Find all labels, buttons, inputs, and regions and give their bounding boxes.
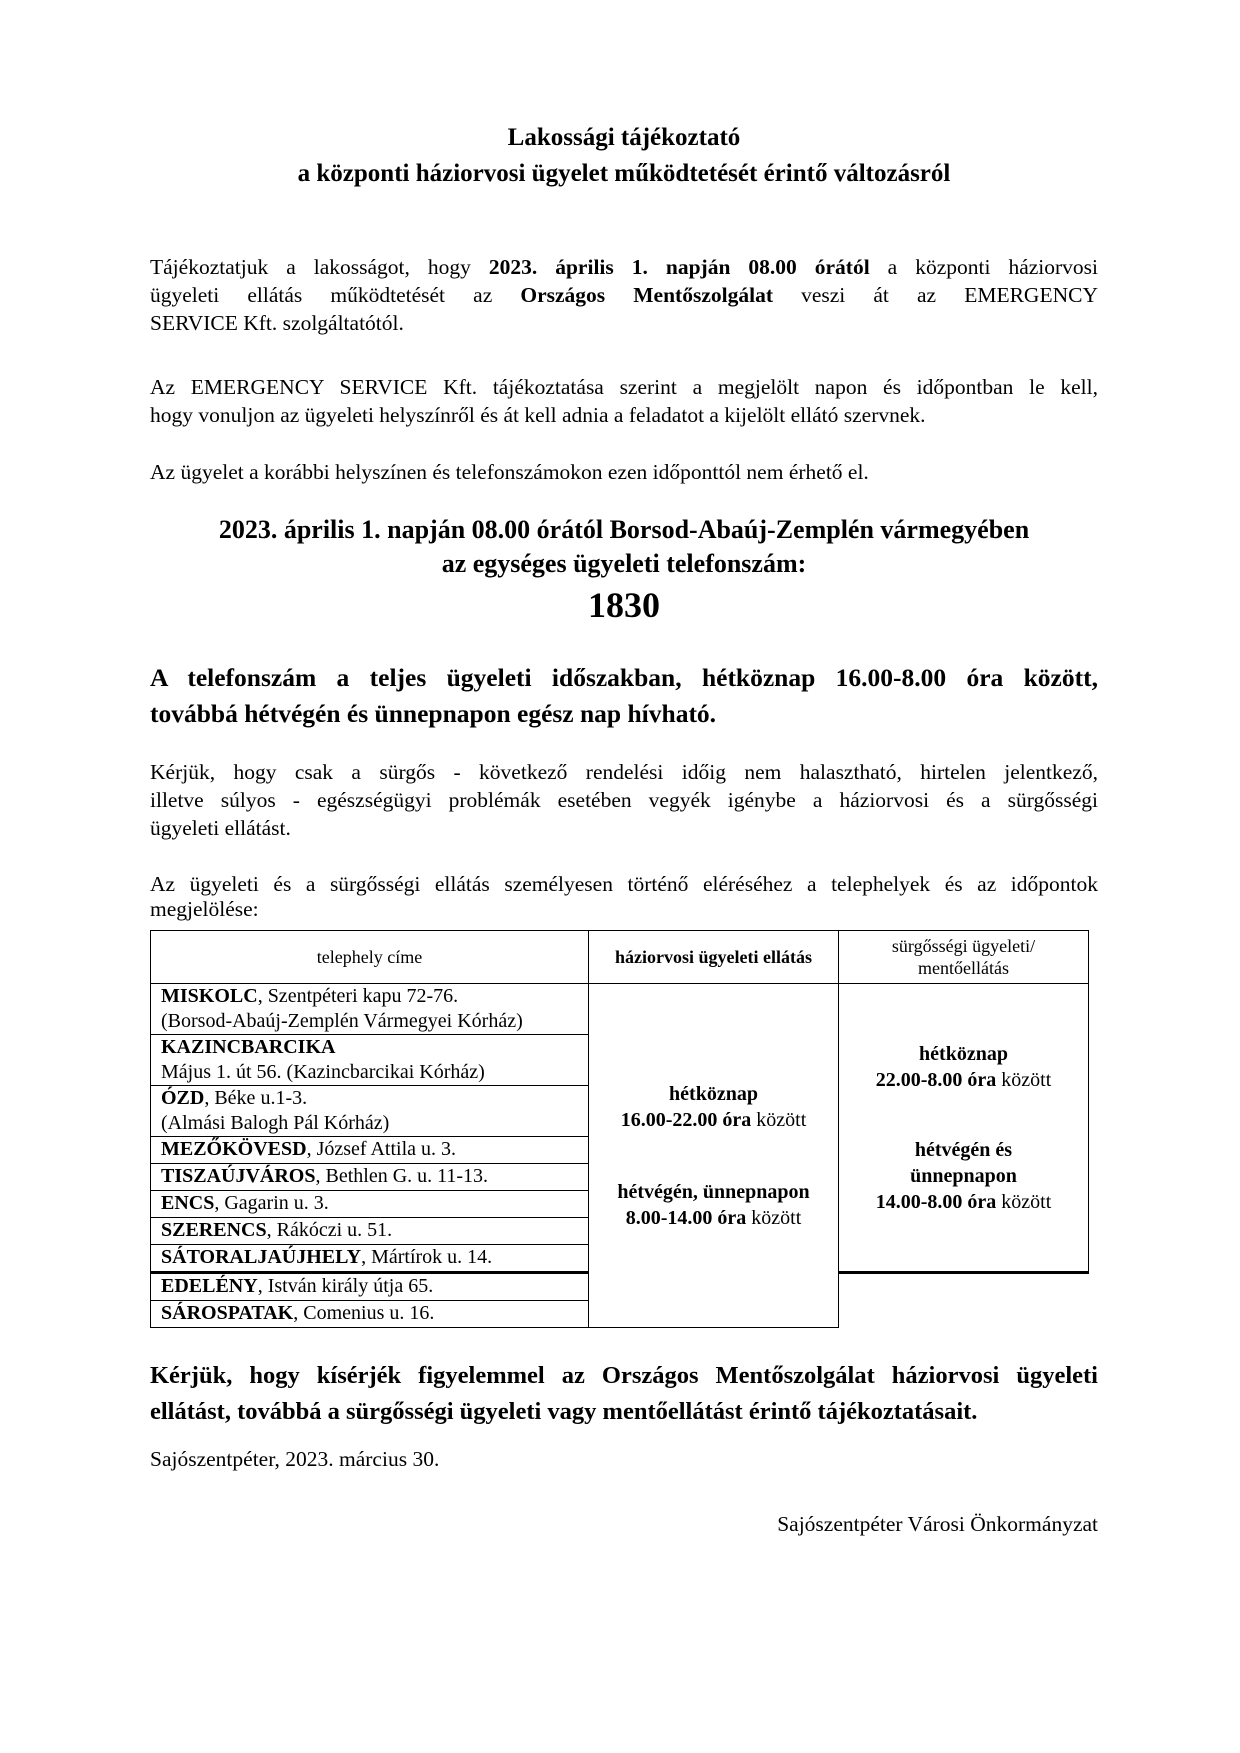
request-line-3: ügyeleti ellátást. [150, 816, 291, 840]
intro-line-1 [150, 253, 1098, 281]
address-cell [151, 1191, 589, 1218]
address-text: , József Attila u. 3. [306, 1138, 457, 1160]
date-text: Sajószentpéter, 2023. március 30. [150, 1447, 440, 1471]
table-intro [150, 872, 1098, 922]
availability-line-1: A telefonszám a teljes ügyeleti időszakban, hétköznap 16.00-8.00 óra között, [150, 663, 1098, 692]
city-name: TISZAÚJVÁROS [161, 1165, 316, 1187]
city-name: ÓZD [161, 1087, 205, 1109]
gp-weekday-suffix: között [751, 1108, 807, 1131]
closing-paragraph [150, 1358, 1098, 1430]
address-cell [151, 984, 589, 1035]
em-weekday-label: hétköznap [919, 1042, 1008, 1065]
header-emergency-line-2: mentőellátás [918, 958, 1009, 978]
table-intro-line-1: Az ügyeleti és a sürgősségi ellátás személyesen történő eléréséhez a telephelyek és az időpontok [150, 872, 1098, 896]
service-line-2: hogy vonuljon az ügyeleti helyszínről és át kell adnia a feladatot a kijelölt ellátó szervnek. [150, 403, 926, 427]
em-weekend-label-2: ünnepnapon [910, 1164, 1017, 1187]
address-text: , Comenius u. 16. [293, 1302, 435, 1324]
em-weekday-time: 22.00-8.00 óra [875, 1068, 997, 1091]
intro-line-3: SERVICE Kft. szolgáltatótól. [150, 311, 404, 335]
address-cell [151, 1164, 589, 1191]
gp-weekday-time: 16.00-22.00 óra [620, 1108, 752, 1131]
address-cell [151, 1218, 589, 1245]
address-text: , Mártírok u. 14. [361, 1246, 493, 1268]
address-cell [151, 1245, 589, 1273]
emergency-hours-cell [839, 984, 1089, 1273]
highlight-line-1: 2023. április 1. napján 08.00 órától Borsod-Abaúj-Zemplén vármegyében [218, 515, 1030, 544]
city-name: KAZINCBARCIKA [161, 1036, 336, 1058]
address-cell [151, 1301, 589, 1328]
title-line-2: a központi háziorvosi ügyelet működtetését érintő változásról [297, 160, 951, 187]
service-paragraph [150, 373, 1098, 429]
city-name: MISKOLC [161, 985, 258, 1007]
city-name: EDELÉNY [161, 1275, 258, 1297]
table-row [151, 984, 1089, 1035]
provider-name: Országos Mentőszolgálat [520, 283, 773, 307]
city-name: ENCS [161, 1192, 215, 1214]
header-address: telephely címe [151, 931, 589, 984]
gp-weekday-label: hétköznap [669, 1082, 758, 1105]
title-line-1: Lakossági tájékoztató [507, 124, 741, 151]
header-gp: háziorvosi ügyeleti ellátás [589, 931, 839, 984]
service-line-1: Az EMERGENCY SERVICE Kft. tájékoztatása szerint a megjelölt napon és időpontban le kell, [150, 375, 1098, 399]
gp-weekend-suffix: között [746, 1206, 802, 1229]
address-cell [151, 1273, 589, 1301]
availability-line-2: továbbá hétvégén és ünnepnapon egész nap hívható. [150, 699, 717, 728]
city-name: SZERENCS [161, 1219, 267, 1241]
address-text: , Szentpéteri kapu 72-76. [257, 985, 459, 1007]
address-text: , Béke u.1-3. [204, 1087, 308, 1109]
city-name: SÁTORALJAÚJHELY [161, 1246, 362, 1268]
request-paragraph [150, 758, 1098, 842]
intro-text: Tájékoztatjuk a lakosságot, hogy [150, 255, 489, 279]
address-text: , István király útja 65. [257, 1275, 434, 1297]
gp-hours-cell [589, 984, 839, 1328]
effective-date: 2023. április 1. napján 08.00 órától [488, 255, 870, 279]
phone-number: 1830 [588, 585, 660, 625]
address-cell [151, 1086, 589, 1137]
address-detail: Május 1. út 56. (Kazincbarcikai Kórház) [161, 1061, 485, 1083]
city-name: MEZŐKÖVESD [161, 1138, 307, 1160]
address-cell [151, 1137, 589, 1164]
unavailable-line: Az ügyelet a korábbi helyszínen és telefonszámokon ezen időponttól nem érhető el. [150, 460, 869, 484]
em-weekday-suffix: között [996, 1068, 1052, 1091]
table-intro-line-2: megjelölése: [150, 897, 259, 921]
unavailable-paragraph [150, 458, 1098, 486]
intro-paragraph [150, 253, 1098, 337]
schedule-table [150, 930, 1089, 1328]
request-line-1: Kérjük, hogy csak a sürgős - következő rendelési időig nem halasztható, hirtelen jelentkező, [150, 760, 1098, 784]
gp-weekend-time: 8.00-14.00 óra [625, 1206, 747, 1229]
intro-text: ügyeleti ellátás működtetését az [150, 283, 521, 307]
date-line [150, 1445, 1098, 1473]
city-name: SÁROSPATAK [161, 1302, 294, 1324]
signature: Sajószentpéter Városi Önkormányzat [777, 1512, 1098, 1536]
address-text: , Rákóczi u. 51. [266, 1219, 393, 1241]
intro-text: a központi háziorvosi [869, 255, 1099, 279]
em-weekend-label-1: hétvégén és [914, 1138, 1013, 1161]
availability-paragraph [150, 660, 1098, 732]
request-line-2: illetve súlyos - egészségügyi problémák esetében vegyék igénybe a háziorvosi és a sürgősségi [150, 788, 1098, 812]
address-detail: (Borsod-Abaúj-Zemplén Vármegyei Kórház) [161, 1010, 523, 1032]
header-emergency [839, 931, 1089, 984]
table-header-row [151, 931, 1089, 984]
closing-line-1: Kérjük, hogy kísérjék figyelemmel az Országos Mentőszolgálat háziorvosi ügyeleti [150, 1362, 1098, 1389]
address-text: , Bethlen G. u. 11-13. [315, 1165, 489, 1187]
header-emergency-line-1: sürgősségi ügyeleti/ [891, 936, 1036, 956]
intro-text: veszi át az EMERGENCY [772, 283, 1098, 307]
address-detail: (Almási Balogh Pál Kórház) [161, 1112, 390, 1134]
highlight-line-2: az egységes ügyeleti telefonszám: [441, 549, 807, 578]
document-title [150, 120, 1098, 192]
em-weekend-time: 14.00-8.00 óra [875, 1190, 997, 1213]
intro-line-2 [150, 281, 1098, 309]
closing-line-2: ellátást, továbbá a sürgősségi ügyeleti vagy mentőellátást érintő tájékoztatásait. [150, 1398, 978, 1425]
address-text: , Gagarin u. 3. [214, 1192, 329, 1214]
gp-weekend-label: hétvégén, ünnepnapon [617, 1180, 810, 1203]
em-weekend-suffix: között [996, 1190, 1052, 1213]
address-cell [151, 1035, 589, 1086]
